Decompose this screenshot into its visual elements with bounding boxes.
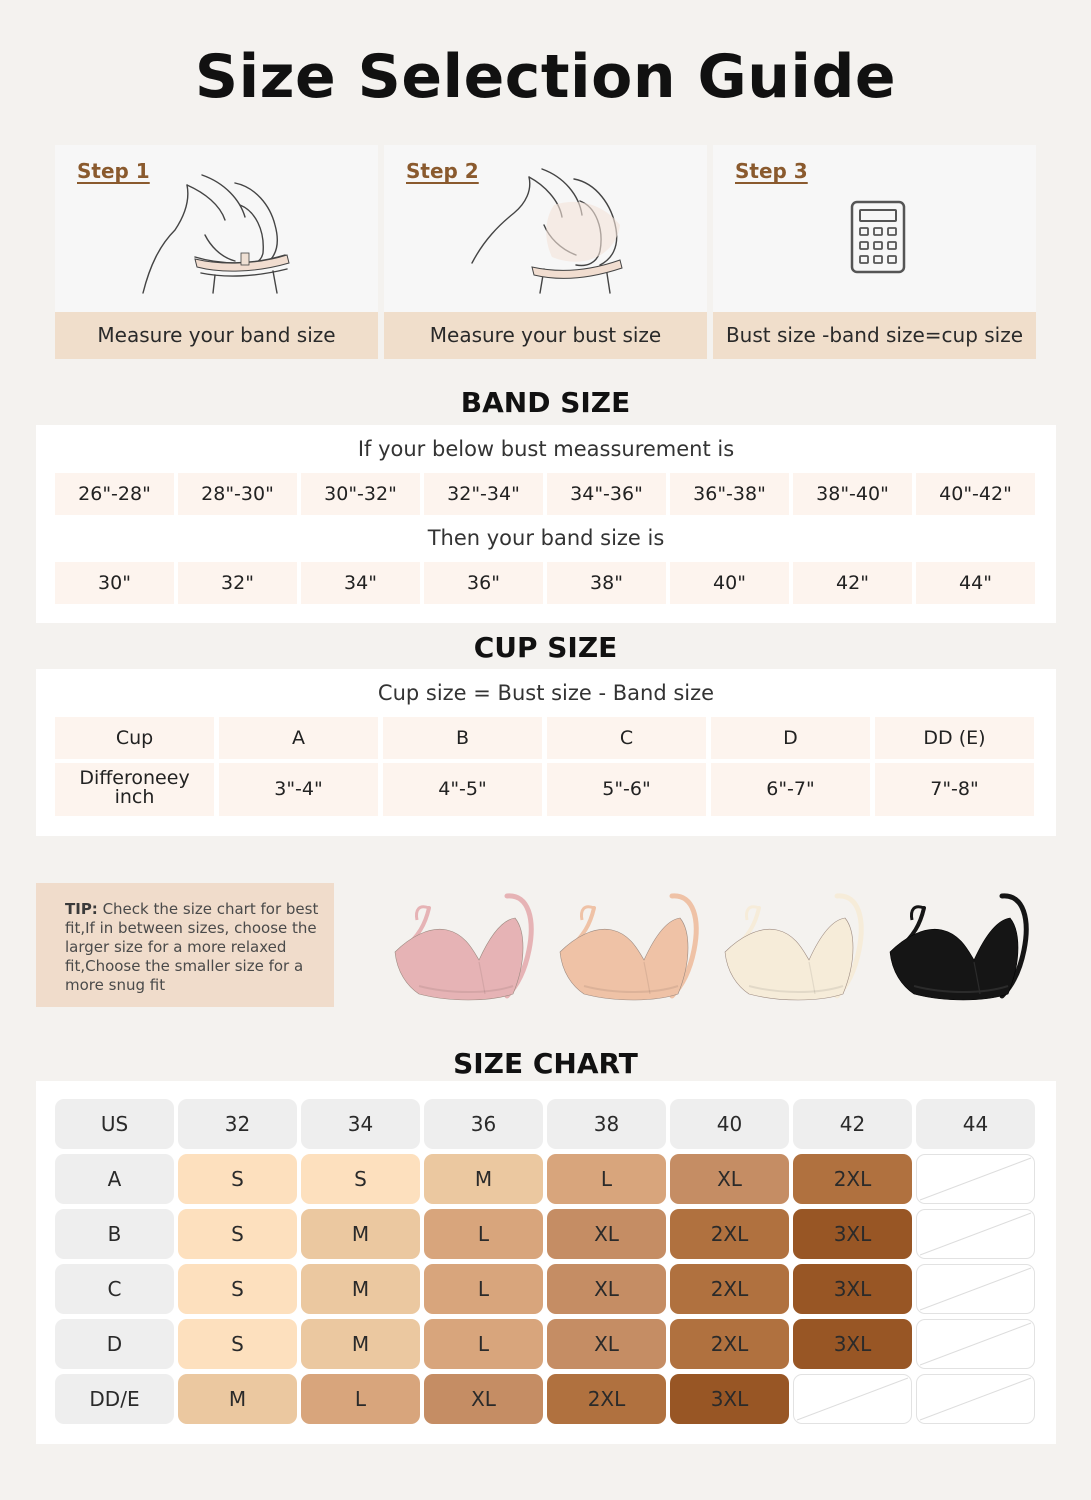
size-chart-size-cell: 3XL [793, 1209, 912, 1259]
size-chart-size-cell: 3XL [793, 1319, 912, 1369]
size-chart-header-cell: 42 [793, 1099, 912, 1149]
below-bust-cell: 30"-32" [301, 473, 420, 515]
difference-row-header [55, 763, 214, 816]
size-chart-size-cell: 2XL [793, 1154, 912, 1204]
size-chart-size-cell: XL [670, 1154, 789, 1204]
cup-size-panel [36, 669, 1056, 836]
size-chart-header-cell: 40 [670, 1099, 789, 1149]
size-chart-size-cell: L [424, 1209, 543, 1259]
empty-cell-slash [793, 1374, 912, 1424]
step-3-card [713, 145, 1036, 360]
size-chart-size-cell: S [178, 1209, 297, 1259]
size-chart-size-cell: L [424, 1264, 543, 1314]
size-chart-size-cell: L [301, 1374, 420, 1424]
size-chart-size-cell: XL [424, 1374, 543, 1424]
size-chart-size-cell: L [547, 1154, 666, 1204]
band-size-cell: 30" [55, 562, 174, 604]
band-size-cell: 44" [916, 562, 1035, 604]
band-size-cell: 34" [301, 562, 420, 604]
step-2-caption: Measure your bust size [384, 312, 707, 359]
difference-header-line1: Differoneey [79, 767, 190, 789]
size-chart-header-cell: 32 [178, 1099, 297, 1149]
step-1-card [55, 145, 378, 360]
empty-cell-slash [916, 1264, 1035, 1314]
size-chart-empty-cell [916, 1154, 1035, 1204]
tip-box [36, 883, 334, 1007]
empty-cell-slash [916, 1154, 1035, 1204]
band-size-cell: 38" [547, 562, 666, 604]
difference-cell: 5"-6" [547, 763, 706, 816]
band-size-cell: 36" [424, 562, 543, 604]
size-chart-header-cell: 36 [424, 1099, 543, 1149]
size-chart-size-cell: 2XL [670, 1264, 789, 1314]
step-3-label: Step 3 [735, 159, 808, 183]
cup-formula: Cup size = Bust size - Band size [377, 681, 715, 705]
size-chart-size-cell: S [301, 1154, 420, 1204]
ivory-bra-image [719, 890, 869, 1010]
size-chart-empty-cell [916, 1264, 1035, 1314]
tip-text [65, 900, 320, 995]
size-chart-size-cell: S [178, 1154, 297, 1204]
below-bust-cell: 40"-42" [916, 473, 1035, 515]
size-chart-size-cell: M [301, 1209, 420, 1259]
size-chart-cup-label: B [55, 1209, 174, 1259]
below-bust-cell: 38"-40" [793, 473, 912, 515]
step-2-label: Step 2 [406, 159, 479, 183]
size-chart-size-cell: M [301, 1319, 420, 1369]
tip-body: Check the size chart for best fit,If in between sizes, choose the larger size for a more relaxed fit,Choose the smaller size for a more snug fit [65, 900, 319, 994]
size-chart-cup-label: D [55, 1319, 174, 1369]
size-chart-size-cell: M [178, 1374, 297, 1424]
size-chart-header-cell: 34 [301, 1099, 420, 1149]
difference-cell: 3"-4" [219, 763, 378, 816]
size-chart-size-cell: M [424, 1154, 543, 1204]
step-1-caption: Measure your band size [55, 312, 378, 359]
size-chart-empty-cell [916, 1319, 1035, 1369]
empty-cell-slash [916, 1209, 1035, 1259]
band-size-cell: 42" [793, 562, 912, 604]
step-1-label: Step 1 [77, 159, 150, 183]
cup-cell: D [711, 717, 870, 759]
band-size-label: Then your band size is [427, 526, 665, 550]
size-chart-cup-label: C [55, 1264, 174, 1314]
size-chart-panel [36, 1081, 1056, 1444]
size-chart-empty-cell [793, 1374, 912, 1424]
cup-cell: DD (E) [875, 717, 1034, 759]
empty-cell-slash [916, 1319, 1035, 1369]
size-chart-header-cell: 44 [916, 1099, 1035, 1149]
nude-bra-image [554, 890, 704, 1010]
size-chart-empty-cell [916, 1209, 1035, 1259]
band-size-cell: 40" [670, 562, 789, 604]
black-bra-image [884, 890, 1034, 1010]
difference-cell: 6"-7" [711, 763, 870, 816]
band-size-panel [36, 425, 1056, 623]
difference-header-line2: inch [114, 786, 155, 808]
size-chart-size-cell: L [424, 1319, 543, 1369]
size-chart-size-cell: XL [547, 1319, 666, 1369]
band-size-cell: 32" [178, 562, 297, 604]
size-chart-size-cell: XL [547, 1209, 666, 1259]
size-chart-header-cell: US [55, 1099, 174, 1149]
empty-cell-slash [916, 1374, 1035, 1424]
size-chart-size-cell: 2XL [670, 1319, 789, 1369]
below-bust-cell: 28"-30" [178, 473, 297, 515]
below-bust-cell: 26"-28" [55, 473, 174, 515]
size-chart-heading: SIZE CHART [453, 1047, 638, 1080]
page-title: Size Selection Guide [194, 42, 897, 112]
step-2-card [384, 145, 707, 360]
difference-cell: 7"-8" [875, 763, 1034, 816]
size-chart-size-cell: 2XL [670, 1209, 789, 1259]
size-chart-size-cell: S [178, 1264, 297, 1314]
size-chart-empty-cell [916, 1374, 1035, 1424]
size-chart-size-cell: M [301, 1264, 420, 1314]
cup-cell: A [219, 717, 378, 759]
size-chart-size-cell: 3XL [793, 1264, 912, 1314]
below-bust-cell: 32"-34" [424, 473, 543, 515]
band-size-heading: BAND SIZE [460, 386, 631, 419]
size-chart-header-cell: 38 [547, 1099, 666, 1149]
tip-prefix: TIP: [65, 900, 98, 918]
below-bust-cell: 36"-38" [670, 473, 789, 515]
cup-cell: B [383, 717, 542, 759]
size-chart-size-cell: S [178, 1319, 297, 1369]
size-chart-cup-label: DD/E [55, 1374, 174, 1424]
cup-size-heading: CUP SIZE [473, 631, 618, 664]
difference-cell: 4"-5" [383, 763, 542, 816]
size-chart-size-cell: XL [547, 1264, 666, 1314]
size-chart-size-cell: 2XL [547, 1374, 666, 1424]
cup-row-header: Cup [55, 717, 214, 759]
below-bust-label: If your below bust meassurement is [357, 437, 735, 461]
step-3-caption: Bust size -band size=cup size [713, 312, 1036, 359]
size-chart-size-cell: 3XL [670, 1374, 789, 1424]
pink-bra-image [389, 890, 539, 1010]
size-chart-cup-label: A [55, 1154, 174, 1204]
below-bust-cell: 34"-36" [547, 473, 666, 515]
cup-cell: C [547, 717, 706, 759]
